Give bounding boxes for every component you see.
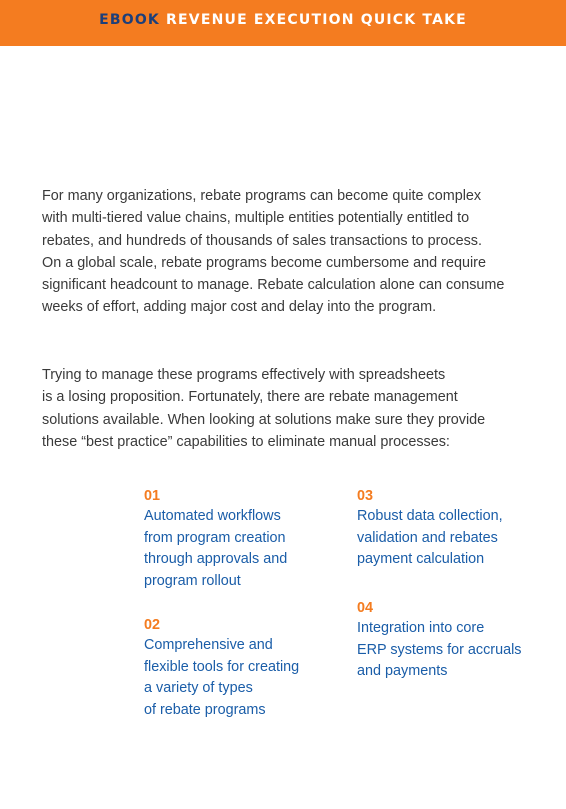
capability-line: Comprehensive and	[144, 637, 273, 653]
paragraph-line: solutions available. When looking at solutions make sure they provide	[42, 411, 486, 428]
capability-line: from program creation	[144, 529, 286, 546]
header-title-label: REVENUE EXECUTION QUICK TAKE	[166, 12, 467, 28]
capability-line: Robust data collection,	[357, 508, 503, 524]
capability-line: program rollout	[144, 573, 241, 590]
capability-number: 03	[357, 488, 374, 504]
capability-description	[144, 635, 344, 722]
capability-line: payment calculation	[357, 551, 485, 568]
capability-line: of rebate programs	[144, 702, 266, 719]
capability-line: validation and rebates	[357, 529, 498, 546]
capability-04	[357, 598, 557, 683]
paragraph-line: is a losing proposition. Fortunately, there are rebate management	[42, 389, 458, 406]
paragraph-line: rebates, and hundreds of thousands of sales transactions to process.	[42, 232, 482, 249]
capability-line: ERP systems for accruals	[357, 641, 522, 658]
solutions-paragraph	[42, 364, 542, 453]
header-title	[0, 10, 566, 30]
paragraph-line: On a global scale, rebate programs become cumbersome and require	[42, 254, 486, 271]
capability-number: 01	[144, 488, 161, 504]
capability-01	[144, 486, 344, 593]
capability-line: Integration into core	[357, 620, 485, 636]
capability-line: a variety of types	[144, 680, 253, 697]
capability-description	[357, 618, 557, 683]
capability-description	[144, 506, 344, 593]
capability-number: 04	[357, 600, 374, 616]
paragraph-line: weeks of effort, adding major cost and delay into the program.	[42, 299, 437, 316]
paragraph-line: with multi-tiered value chains, multiple entities potentially entitled to	[42, 210, 470, 227]
paragraph-line: For many organizations, rebate programs can become quite complex	[42, 188, 482, 204]
paragraph-line: Trying to manage these programs effectively with spreadsheets	[42, 367, 446, 383]
capability-line: and payments	[357, 663, 448, 680]
capability-description	[357, 506, 557, 571]
capability-number: 02	[144, 617, 161, 633]
capability-line: flexible tools for creating	[144, 658, 300, 675]
paragraph-line: significant headcount to manage. Rebate calculation alone can consume	[42, 277, 505, 294]
capability-02	[144, 615, 344, 722]
intro-paragraph	[42, 185, 542, 319]
capability-03	[357, 486, 557, 571]
capability-line: through approvals and	[144, 551, 288, 568]
header-ebook-label: EBOOK	[99, 12, 160, 28]
capability-line: Automated workflows	[144, 508, 281, 524]
paragraph-line: these “best practice” capabilities to eliminate manual processes:	[42, 433, 450, 450]
